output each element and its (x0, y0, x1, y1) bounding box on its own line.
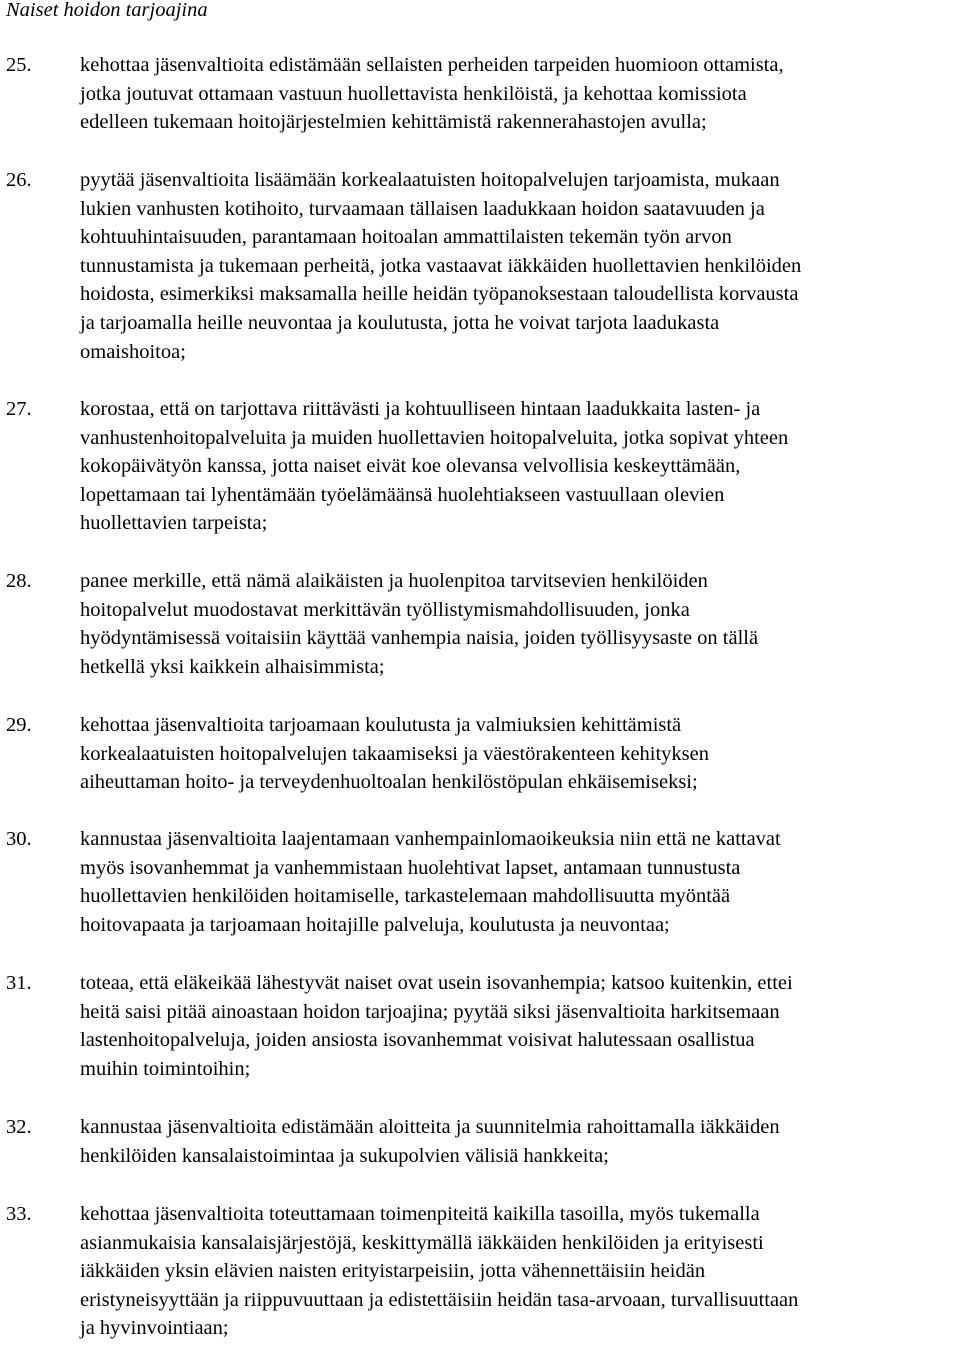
text-line: lastenhoitopalveluja, joiden ansiosta isovanhemmat voisivat halutessaan osallistua (80, 1029, 755, 1052)
text-line: ja hyvinvointiaan; (80, 1317, 229, 1340)
text-line: jotka joutuvat ottamaan vastuun huollettavista henkilöistä, ja kehottaa komissiota (80, 82, 747, 105)
paragraph-text (80, 166, 960, 366)
text-line: toteaa, että eläkeikää lähestyvät naiset ovat usein isovanhempia; katsoo kuitenkin, ettei (80, 972, 793, 994)
text-line: kannustaa jäsenvaltioita edistämään aloitteita ja suunnitelmia rahoittamalla iäkkäiden (80, 1116, 780, 1138)
text-line: kehottaa jäsenvaltioita edistämään sellaisten perheiden tarpeiden huomioon ottamista, (80, 54, 784, 76)
text-line: vanhustenhoitopalveluita ja muiden huollettavien hoitopalveluita, jotka sopivat yhteen (80, 426, 789, 449)
paragraph-number: 26. (6, 169, 32, 191)
text-line: kannustaa jäsenvaltioita laajentamaan vanhempainlomaoikeuksia niin että ne kattavat (80, 828, 781, 850)
text-line: panee merkille, että nämä alaikäisten ja huolenpitoa tarvitsevien henkilöiden (80, 570, 708, 592)
paragraph-text (80, 969, 960, 1083)
text-line: huollettavien tarpeista; (80, 512, 268, 535)
section-title: Naiset hoidon tarjoajina (6, 0, 208, 21)
paragraph-number: 33. (6, 1203, 32, 1225)
text-line: iäkkäiden yksin elävien naisten erityistarpeisiin, jotta vähennettäisiin heidän (80, 1260, 706, 1283)
text-line: kokopäivätyön kanssa, jotta naiset eivät koe olevansa velvollisia keskeyttämään, (80, 455, 741, 478)
text-line: myös isovanhemmat ja vanhemmistaan huolehtivat lapset, antamaan tunnustusta (80, 856, 741, 879)
text-line: hoitopalvelut muodostavat merkittävän työllistymismahdollisuuden, jonka (80, 598, 690, 621)
text-line: lopettamaan tai lyhentämään työelämäänsä huolehtiakseen vastuullaan olevien (80, 483, 725, 506)
text-line: tunnustamista ja tukemaan perheitä, jotka vastaavat iäkkäiden huollettavien henkilöiden (80, 254, 802, 277)
paragraph-number: 25. (6, 54, 32, 76)
text-line: henkilöiden kansalaistoimintaa ja sukupolvien välisiä hankkeita; (80, 1144, 609, 1167)
paragraph-text (80, 1113, 960, 1170)
paragraph-text (80, 51, 960, 137)
text-line: kehottaa jäsenvaltioita tarjoamaan koulutusta ja valmiuksien kehittämistä (80, 714, 682, 736)
text-line: hyödyntämisessä voitaisiin käyttää vanhempia naisia, joiden työllisyysaste on tällä (80, 627, 759, 650)
text-line: aiheuttaman hoito- ja terveydenhuoltoalan henkilöstöpulan ehkäisemiseksi; (80, 771, 698, 794)
text-line: korkealaatuisten hoitopalvelujen takaamiseksi ja väestörakenteen kehityksen (80, 742, 710, 765)
paragraph-text (80, 711, 960, 797)
paragraph-text (80, 1200, 960, 1343)
text-line: asianmukaisia kansalaisjärjestöjä, keskittymällä iäkkäiden henkilöiden ja erityisesti (80, 1231, 764, 1254)
text-line: kehottaa jäsenvaltioita toteuttamaan toimenpiteitä kaikilla tasoilla, myös tukemalla (80, 1203, 760, 1225)
text-line: eristyneisyyttään ja riippuvuuttaan ja edistettäisiin heidän tasa-arvoaan, turvallisuuttaan (80, 1288, 799, 1311)
text-line: huollettavien henkilöiden hoitamiselle, tarkastelemaan mahdollisuutta myöntää (80, 885, 731, 908)
paragraph-number: 30. (6, 828, 32, 850)
text-line: ja tarjoamalla heille neuvontaa ja koulutusta, jotta he voivat tarjota laadukasta (80, 311, 720, 334)
paragraph-number: 31. (6, 972, 32, 994)
paragraph-number: 28. (6, 570, 32, 592)
text-line: lukien vanhusten kotihoito, turvaamaan tällaisen laadukkaan hoidon saatavuuden ja (80, 197, 765, 220)
text-line: muihin toimintoihin; (80, 1057, 251, 1080)
text-line: hoidosta, esimerkiksi maksamalla heille heidän työpanoksestaan taloudellista korvausta (80, 283, 799, 306)
paragraph-text (80, 825, 960, 939)
paragraph-number: 29. (6, 714, 32, 736)
text-line: kohtuuhintaisuuden, parantamaan hoitoalan ammattilaisten tekemän työn arvon (80, 226, 732, 249)
text-line: edelleen tukemaan hoitojärjestelmien kehittämistä rakennerahastojen avulla; (80, 111, 707, 134)
paragraph-number: 32. (6, 1116, 32, 1138)
text-line: pyytää jäsenvaltioita lisäämään korkealaatuisten hoitopalvelujen tarjoamista, mukaan (80, 169, 780, 191)
text-line: omaishoitoa; (80, 340, 186, 363)
paragraph-text (80, 395, 960, 538)
text-line: heitä saisi pitää ainoastaan hoidon tarjoajina; pyytää siksi jäsenvaltioita harkitsemaan (80, 1000, 780, 1023)
paragraph-text (80, 567, 960, 681)
text-line: hoitovapaata ja tarjoamaan hoitajille palveluja, koulutusta ja neuvontaa; (80, 913, 670, 936)
paragraph-number: 27. (6, 398, 32, 420)
text-line: hetkellä yksi kaikkein alhaisimmista; (80, 655, 385, 678)
text-line: korostaa, että on tarjottava riittävästi ja kohtuulliseen hintaan laadukkaita lasten- ja (80, 398, 761, 420)
